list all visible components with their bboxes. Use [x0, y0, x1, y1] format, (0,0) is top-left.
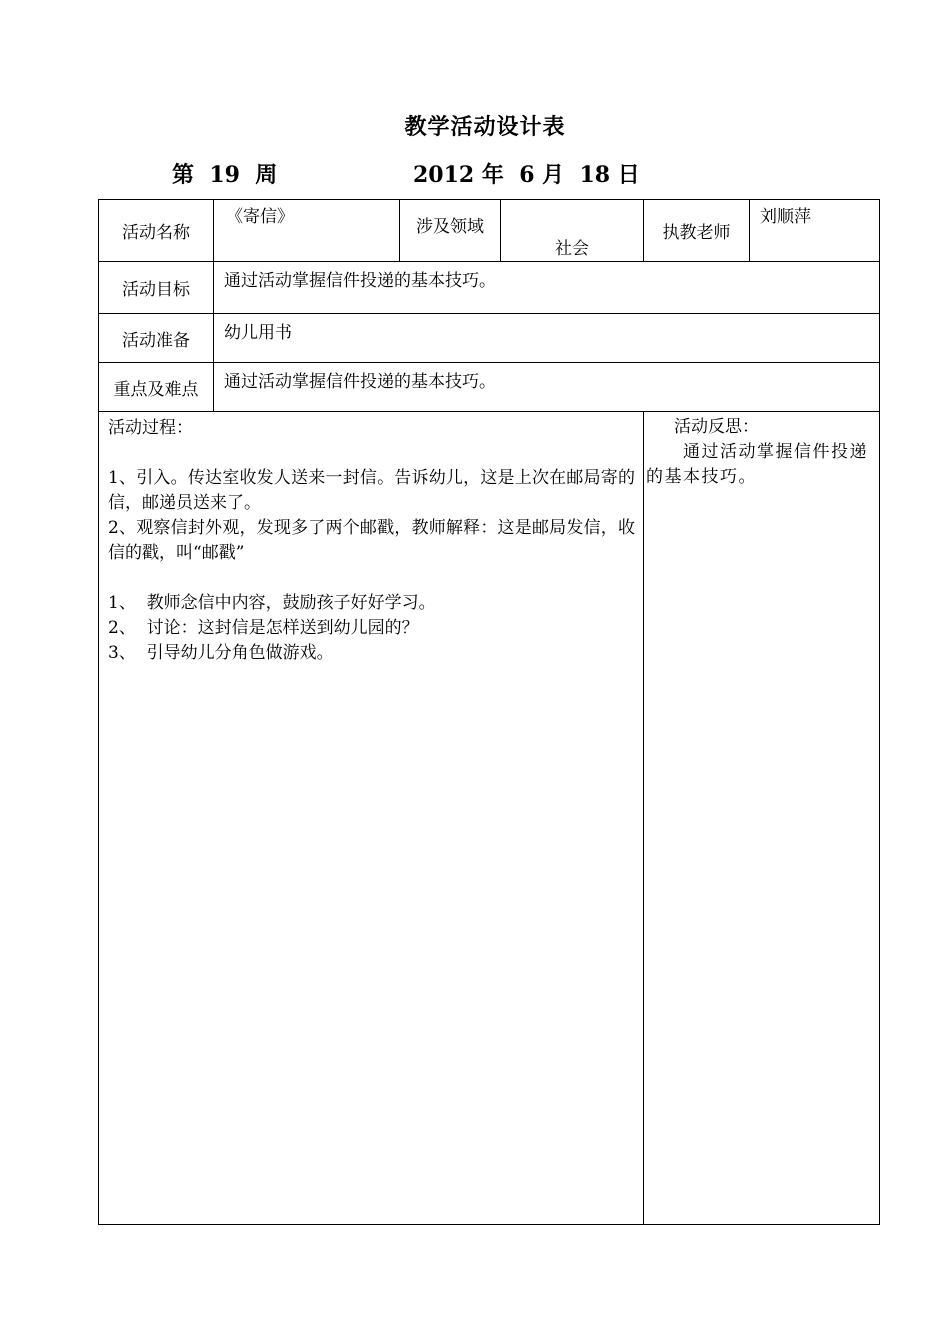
process-paragraph: 1、引入。传达室收发人送来一封信。告诉幼儿，这是上次在邮局寄的信，邮递员送来了。	[108, 468, 635, 513]
process-step: 3、 引导幼儿分角色做游戏。	[108, 643, 334, 663]
key-points-label: 重点及难点	[99, 363, 214, 412]
document-title: 教学活动设计表	[404, 114, 566, 140]
table-row	[99, 314, 880, 363]
activity-process-cell	[99, 412, 644, 1225]
activity-name-value: 《寄信》	[214, 200, 400, 262]
domain-value: 社会	[501, 200, 644, 262]
process-step: 2、 讨论：这封信是怎样送到幼儿园的？	[108, 618, 419, 638]
reflection-body: 通过活动掌握信件投递的基本技巧。	[646, 442, 868, 487]
key-points-value: 通过活动掌握信件投递的基本技巧。	[214, 363, 880, 412]
week-number: 第 19 周	[172, 162, 278, 188]
reflection-cell	[644, 412, 880, 1225]
process-paragraph: 2、观察信封外观，发现多了两个邮戳，教师解释：这是邮局发信，收信的戳，叫“邮戳”	[108, 518, 635, 563]
table-row	[99, 363, 880, 412]
teacher-label: 执教老师	[644, 200, 750, 262]
teacher-value: 刘顺萍	[750, 200, 880, 262]
table-row	[99, 262, 880, 314]
table-row	[99, 412, 880, 1225]
process-heading: 活动过程：	[108, 418, 193, 438]
reflection-heading: 活动反思：	[674, 417, 759, 437]
preparation-value: 幼儿用书	[214, 314, 880, 363]
goal-label: 活动目标	[99, 262, 214, 314]
goal-value: 通过活动掌握信件投递的基本技巧。	[214, 262, 880, 314]
activity-name-label: 活动名称	[99, 200, 214, 262]
domain-label: 涉及领域	[400, 200, 501, 262]
process-step: 1、 教师念信中内容，鼓励孩子好好学习。	[108, 593, 436, 613]
activity-date: 2012 年 6 月 18 日	[413, 162, 640, 188]
week-date-line	[0, 158, 950, 192]
preparation-label: 活动准备	[99, 314, 214, 363]
table-row	[99, 200, 880, 262]
activity-design-table	[98, 199, 880, 1225]
